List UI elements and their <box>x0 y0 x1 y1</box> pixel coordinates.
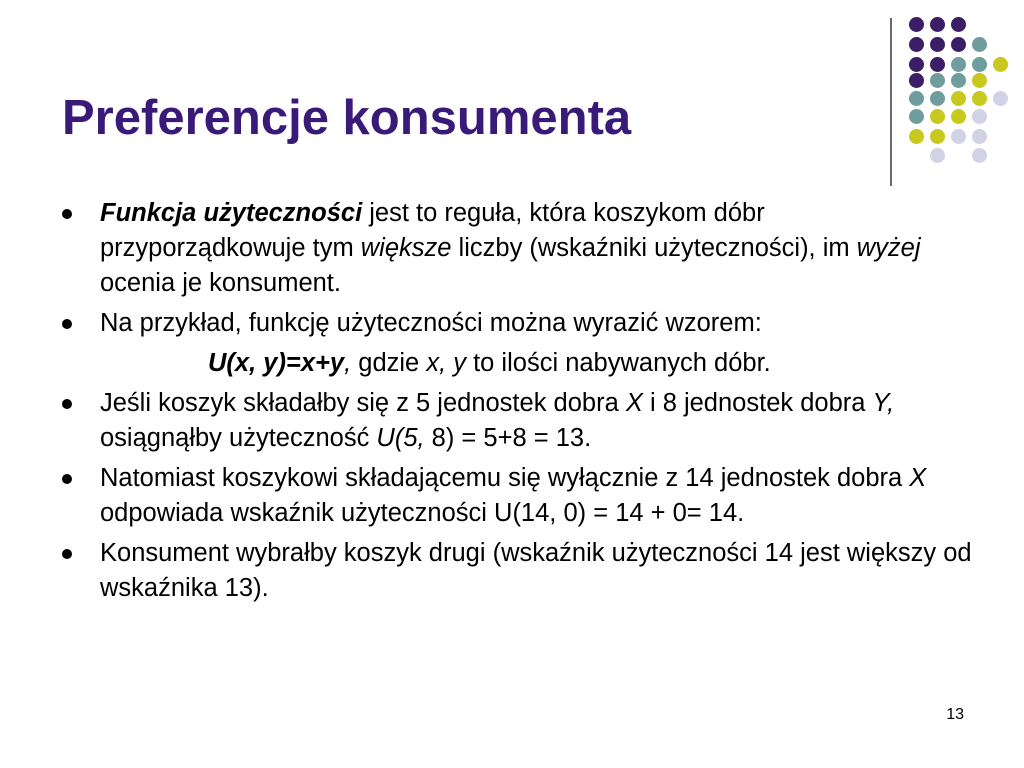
bullet-icon <box>62 549 72 559</box>
text-segment: Konsument wybrałby koszyk drugi (wskaźnik użyteczności 14 jest większy od wskaźnika 13). <box>100 539 972 602</box>
slide-title: Preferencje konsumenta <box>62 91 632 145</box>
decorative-dot <box>993 57 1008 72</box>
emphasis-text: wyżej <box>856 234 921 262</box>
decorative-dot <box>909 37 924 52</box>
decorative-dot <box>993 91 1008 106</box>
formula: U(x, y)=x+y <box>208 349 345 377</box>
text-segment: gdzie <box>351 349 427 377</box>
formula-separator: , <box>344 349 352 377</box>
decorative-dot <box>909 17 924 32</box>
decorative-dot <box>951 17 966 32</box>
page-number: 13 <box>946 706 964 723</box>
decorative-dot <box>930 148 945 163</box>
bullet-basket-one <box>62 386 972 456</box>
divider-line <box>890 18 892 186</box>
decorative-dot <box>972 37 987 52</box>
bullet-icon <box>62 209 72 219</box>
bullet-icon <box>62 399 72 409</box>
decorative-dot <box>930 129 945 144</box>
bullet-icon <box>62 319 72 329</box>
term-utility-function: Funkcja użyteczności <box>100 199 363 227</box>
decorative-dot <box>909 91 924 106</box>
text-segment: Jeśli koszyk składałby się z 5 jednostek dobra <box>100 389 626 417</box>
decorative-dot <box>951 37 966 52</box>
decorative-dot <box>930 109 945 124</box>
emphasis-text: większe <box>360 234 452 262</box>
good-x: X <box>625 389 643 417</box>
bullet-basket-two <box>62 461 972 531</box>
decorative-dot <box>951 73 966 88</box>
text-segment: jest to reguła, która koszykom dóbr przyporządkowuje tym <box>100 199 765 262</box>
decorative-dot <box>972 109 987 124</box>
decorative-dot <box>951 109 966 124</box>
variables: x, y <box>426 349 466 377</box>
decorative-dot <box>951 91 966 106</box>
text-segment: ocenia je konsument. <box>100 269 341 297</box>
text-segment: liczby (wskaźniki użyteczności), im <box>451 234 857 262</box>
bullet-list <box>62 196 972 611</box>
utility-expression: U(5, <box>376 424 425 452</box>
decorative-dot <box>951 57 966 72</box>
formula-line <box>62 346 972 381</box>
good-y: Y, <box>872 389 895 417</box>
decorative-dot <box>909 57 924 72</box>
decorative-dot <box>972 73 987 88</box>
text-segment: Na przykład, funkcję użyteczności można wyrazić wzorem: <box>100 309 762 337</box>
decorative-dot <box>972 129 987 144</box>
text-segment: Natomiast koszykowi składającemu się wyłącznie z 14 jednostek dobra <box>100 464 910 492</box>
decorative-dot <box>972 148 987 163</box>
decorative-dot <box>909 73 924 88</box>
decorative-dot <box>909 129 924 144</box>
decorative-dot <box>951 129 966 144</box>
text-segment: 8) = 5+8 = 13. <box>424 424 592 452</box>
bullet-conclusion <box>62 536 972 606</box>
text-segment: i 8 jednostek dobra <box>642 389 873 417</box>
bullet-example <box>62 306 972 341</box>
decorative-dot <box>909 109 924 124</box>
decorative-dot <box>930 73 945 88</box>
decorative-dot <box>930 37 945 52</box>
decorative-dot <box>930 57 945 72</box>
text-segment: osiągnąłby użyteczność <box>100 424 377 452</box>
decorative-dot <box>930 91 945 106</box>
good-x: X <box>909 464 927 492</box>
decorative-dot <box>930 17 945 32</box>
decorative-dot <box>972 57 987 72</box>
bullet-icon <box>62 474 72 484</box>
text-segment: to ilości nabywanych dóbr. <box>466 349 771 377</box>
text-segment: odpowiada wskaźnik użyteczności U(14, 0) = 14 + 0= 14. <box>100 499 745 527</box>
decorative-dot <box>972 91 987 106</box>
bullet-utility-function <box>62 196 972 301</box>
